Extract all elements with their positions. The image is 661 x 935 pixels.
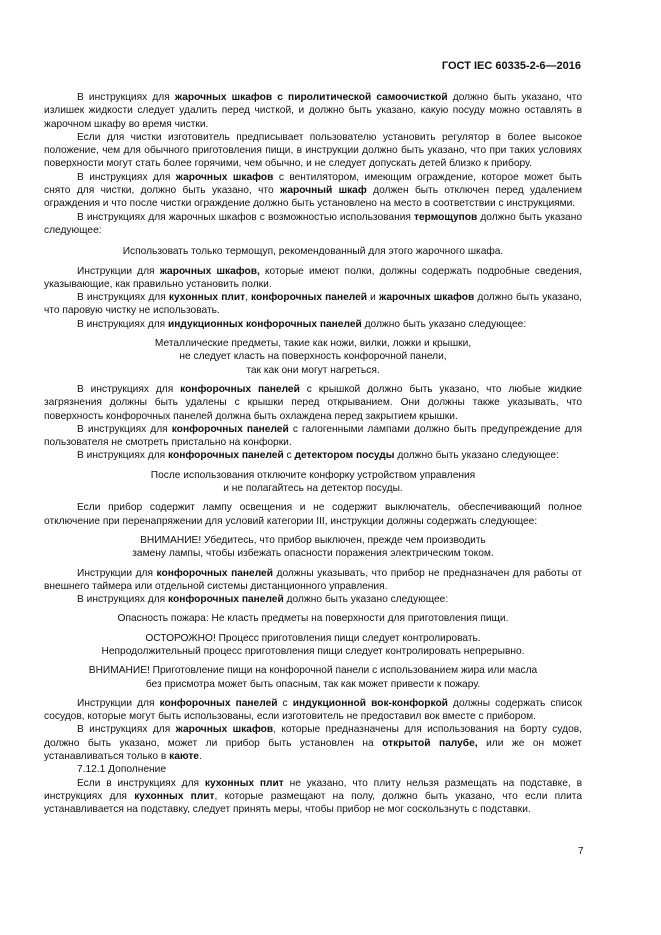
paragraph-text: с галогенными лампами должно быть предупреждение для пользователя не смотреть пристально на конфорки. (44, 423, 583, 449)
paragraph (44, 501, 582, 528)
paragraph-text: должно быть указано, что излишек жидкости следует удалить перед чисткой, и должно быть указано, какую посуду можно оставлять в жарочном шкафу во время чистки. (44, 92, 582, 130)
paragraph-text: должны указывать, что прибор не предназначен для работы от внешнего таймера или отдельной системы дистанционного управления. (44, 567, 583, 592)
paragraph-text: должны содержать список сосудов, которые могут быть использованы, если изготовитель не предоставил вок вместе с прибором. (44, 697, 583, 723)
paragraph-text: должно быть указано следующее: (361, 318, 527, 330)
paragraph (44, 211, 582, 238)
paragraph-text: которые имеют полки, должны содержать подробные сведения, указывающие, как правильно установить полки. (44, 265, 582, 290)
quote-line: ОСТОРОЖНО! Процесс приготовления пищи следует контролировать. (145, 632, 481, 644)
quote-line: без присмотра может быть опасным, так как может привести к пожару. (145, 678, 481, 690)
bold-term: конфорочных панелей (168, 594, 284, 606)
paragraph-text: В инструкциях для (77, 450, 169, 462)
paragraph-text: с вентилятором, имеющим ограждение, которое может быть снято для чистки, должно быть указано, что (44, 171, 582, 197)
paragraph-text: или же он может устанавливаться только в (44, 737, 582, 763)
bold-term: жарочных шкафов (175, 171, 274, 183)
bold-term: кухонных плит (134, 790, 215, 802)
bold-term: жарочный шкаф (280, 185, 367, 197)
bold-term: конфорочных панелей (159, 697, 278, 709)
paragraph (44, 383, 582, 423)
bold-term: каюте (169, 751, 199, 763)
paragraph-text: должен быть отключен перед удалением ограждения и что после чистки ограждение должно быть установлено на место в соответствии с инструкциями. (44, 185, 582, 210)
bold-term: открытой палубе, (382, 737, 478, 749)
paragraph-text: должно быть указано следующее: (44, 211, 582, 236)
paragraph (44, 171, 582, 211)
quoted-warning (44, 612, 582, 625)
quote-line: ВНИМАНИЕ! Убедитесь, что прибор выключен, прежде чем производить (140, 534, 486, 546)
paragraph (44, 318, 582, 331)
paragraph-text: , которые размещают на полу, должно быть указано, что если плита устанавливается на подставку, следует принять меры, чтобы прибор не мог соскользнуть с подставки. (44, 790, 582, 816)
paragraph-text: В инструкциях для (77, 92, 175, 103)
paragraph-text: с крышкой должно быть указано, что любые жидкие загрязнения должны быть удалены с крышки перед открыванием. Они должны также указывать, что поверхность конфорочных панелей должна быть охлаждена перед закрытием крышки. (44, 383, 582, 422)
quote-line: замену лампы, чтобы избежать опасности поражения электрическим током. (132, 548, 494, 560)
bold-term: жарочных шкафов (175, 724, 274, 736)
paragraph (44, 777, 582, 817)
quoted-warning (44, 337, 582, 377)
paragraph (44, 723, 582, 763)
paragraph-text: Инструкции для (77, 265, 160, 277)
paragraph-text: В инструкциях для жарочных шкафов с возможностью использования (77, 211, 414, 223)
paragraph (44, 449, 582, 462)
paragraph (44, 91, 582, 131)
paragraph (44, 567, 582, 594)
paragraph (44, 265, 582, 292)
paragraph (44, 593, 582, 606)
paragraph-text: должно быть указано следующее: (394, 450, 559, 462)
paragraph-text: В инструкциях для (77, 171, 176, 183)
paragraph-text: с (283, 450, 295, 462)
bold-term: конфорочных панелей (251, 292, 368, 304)
bold-term: жарочных шкафов (378, 292, 475, 304)
quote-line: Металлические предметы, такие как ножи, вилки, ложки и крышки, (154, 338, 472, 350)
bold-term: конфорочных панелей (156, 567, 273, 579)
paragraph-text: Если для чистки изготовитель предписывает пользователю установить регулятор в более высокое положение, чем для обычного приготовления пищи, в инструкции должно быть указано, что при таких условиях поверхности могут стать более горячими, чем обычно, и не следует допускать детей близко к прибору. (44, 131, 582, 170)
paragraph-text: В инструкциях для (77, 292, 169, 304)
quote-line: Непродолжительный процесс приготовления пищи следует контролировать непрерывно. (101, 645, 525, 657)
paragraph-text: , (245, 292, 252, 304)
paragraph-text: В инструкциях для (77, 383, 181, 395)
quoted-warning (44, 664, 582, 691)
paragraph-text: В инструкциях для (77, 724, 176, 736)
quoted-warning (44, 469, 582, 496)
quote-line: После использования отключите конфорку устройством управления (150, 469, 476, 481)
paragraph-text: не указано, что плиту нельзя размещать на подставке, в инструкциях для (44, 777, 582, 802)
bold-term: термощупов (413, 211, 478, 223)
bold-term: конфорочных панелей (168, 450, 284, 462)
quote-line: Использовать только термощуп, рекомендованный для этого жарочного шкафа. (122, 246, 504, 258)
document-body (44, 91, 582, 817)
paragraph-text: , которые предназначены для использования на борту судов, должно быть указано, может ли прибор быть установлен на (44, 724, 582, 749)
paragraph-text: Инструкции для (77, 567, 157, 579)
quote-line: так как они могут нагреться. (246, 364, 380, 376)
paragraph-text: В инструкциях для (77, 423, 172, 435)
bold-term: кухонных плит (204, 777, 284, 789)
paragraph-text: Если в инструкциях для (77, 777, 205, 789)
quote-line: Опасность пожара: Не класть предметы на поверхности для приготовления пищи. (117, 613, 509, 625)
quote-line: и не полагайтесь на детектор посуды. (223, 483, 403, 495)
bold-term: жарочных шкафов, (159, 265, 260, 277)
paragraph (44, 423, 582, 450)
quoted-warning (44, 245, 582, 258)
quoted-warning (44, 534, 582, 561)
paragraph-text: с (277, 697, 293, 709)
clause-heading: 7.12.1 Дополнение (77, 764, 167, 776)
paragraph-text: В инструкциях для (77, 318, 169, 330)
paragraph-text: должно быть указано, что паровую чистку не использовать. (44, 292, 582, 317)
paragraph-text: и (367, 292, 379, 304)
bold-term: конфорочных панелей (171, 423, 289, 435)
quoted-warning (44, 632, 582, 659)
bold-term: жарочных шкафов с пиролитической самоочисткой (174, 92, 448, 103)
bold-term: индукционных конфорочных панелей (168, 318, 362, 330)
paragraph-text: . (198, 751, 202, 763)
paragraph (44, 131, 582, 171)
paragraph-text: Если прибор содержит лампу освещения и не содержит выключатель, обеспечивающий полное отключение при перенапряжении для условий категории III, инструкции должны содержать следующее: (44, 502, 582, 527)
quote-line: не следует класть на поверхность конфорочной панели, (179, 351, 447, 363)
bold-term: индукционной вок-конфоркой (292, 697, 448, 709)
page-number: 7 (578, 846, 584, 857)
paragraph-text: должно быть указано следующее: (283, 594, 449, 606)
paragraph-text: В инструкциях для (77, 594, 169, 606)
bold-term: детектором посуды (294, 450, 395, 462)
bold-term: кухонных плит (168, 292, 246, 304)
standard-header: ГОСТ IEC 60335-2-6—2016 (441, 60, 581, 72)
bold-term: конфорочных панелей (180, 383, 300, 395)
paragraph-text: Инструкции для (77, 697, 160, 709)
paragraph (44, 697, 582, 724)
paragraph (44, 291, 582, 318)
quote-line: ВНИМАНИЕ! Приготовление пищи на конфорочной панели с использованием жира или масла (88, 665, 538, 677)
